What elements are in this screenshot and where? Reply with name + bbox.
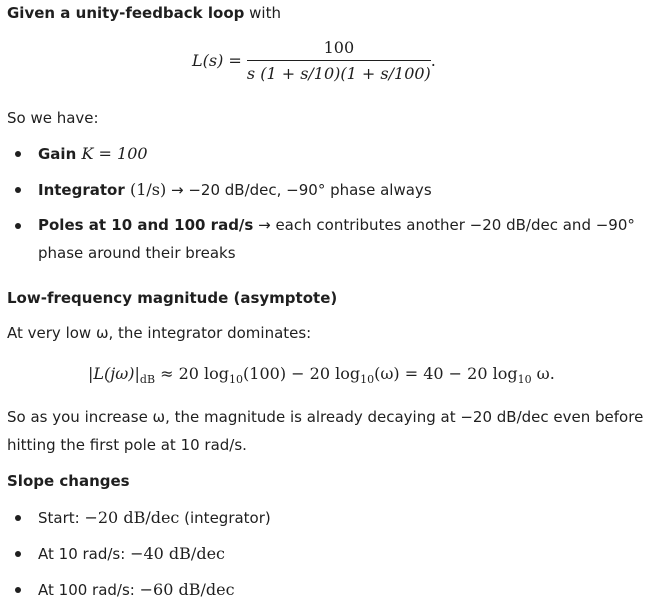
mag-lhs: |L(jω)| [88,364,140,383]
so-we-have: So we have: [7,109,99,127]
eq-tail: . [430,51,436,70]
bullet-gain-bold: Gain [38,145,82,163]
eq-numerator: 100 [323,38,355,57]
bullet-dot [15,515,21,521]
bullet-dot [15,587,21,593]
mag-sub10-b: 10 [360,373,375,387]
slope-10-label: At 10 rad/s: [38,545,131,563]
bullet-dot [15,187,21,193]
bullet-poles-line2: phase around their breaks [38,244,236,262]
bullet-poles-bold: Poles at 10 and 100 rad/s [38,216,254,234]
mag-p2: (ω) = 40 − 20 log [374,364,518,383]
bullet-integrator-bold: Integrator [38,181,130,199]
slope-heading: Slope changes [7,472,130,490]
slope-100-label: At 100 rad/s: [38,581,140,599]
mag-sub10-c: 10 [517,373,532,387]
intro-bold: Given a unity-feedback loop [7,4,245,22]
lowfreq-text: At very low ω, the integrator dominates: [7,324,312,342]
intro-line [7,4,281,22]
magnitude-equation [88,364,555,386]
bullet-dot [15,223,21,229]
para-line-2: hitting the first pole at 10 rad/s. [7,436,247,454]
para-line-1: So as you increase ω, the magnitude is already decaying at −20 dB/dec even before [7,408,644,426]
mag-sub10-a: 10 [229,373,244,387]
eq-lhs: L(s) = [192,51,242,70]
loop-transfer-equation [192,38,436,83]
lowfreq-heading: Low-frequency magnitude (asymptote) [7,289,338,307]
bullet-dot [15,151,21,157]
bullet-dot [15,551,21,557]
slope-100-math: −60 dB/dec [139,580,235,599]
mag-p3: ω. [531,364,555,383]
bullet-poles-rest: → each contributes another −20 dB/dec and −90° [253,216,635,234]
slope-10-math: −40 dB/dec [130,544,225,563]
intro-rest: with [244,4,281,22]
mag-approx: ≈ 20 log [155,364,230,383]
eq-fraction [247,38,431,83]
mag-sub-db: dB [139,373,156,387]
mag-p1: (100) − 20 log [243,364,361,383]
slope-start-math: −20 dB/dec [84,508,180,527]
bullet-integrator-math: (1/s) [129,180,167,199]
slope-start-rest: (integrator) [179,509,271,527]
slope-start-label: Start: [38,509,85,527]
bullet-integrator-rest: → −20 dB/dec, −90° phase always [166,181,432,199]
bullet-gain-math: K = 100 [81,144,148,163]
eq-denominator: s (1 + s/10)(1 + s/100) [247,60,431,83]
